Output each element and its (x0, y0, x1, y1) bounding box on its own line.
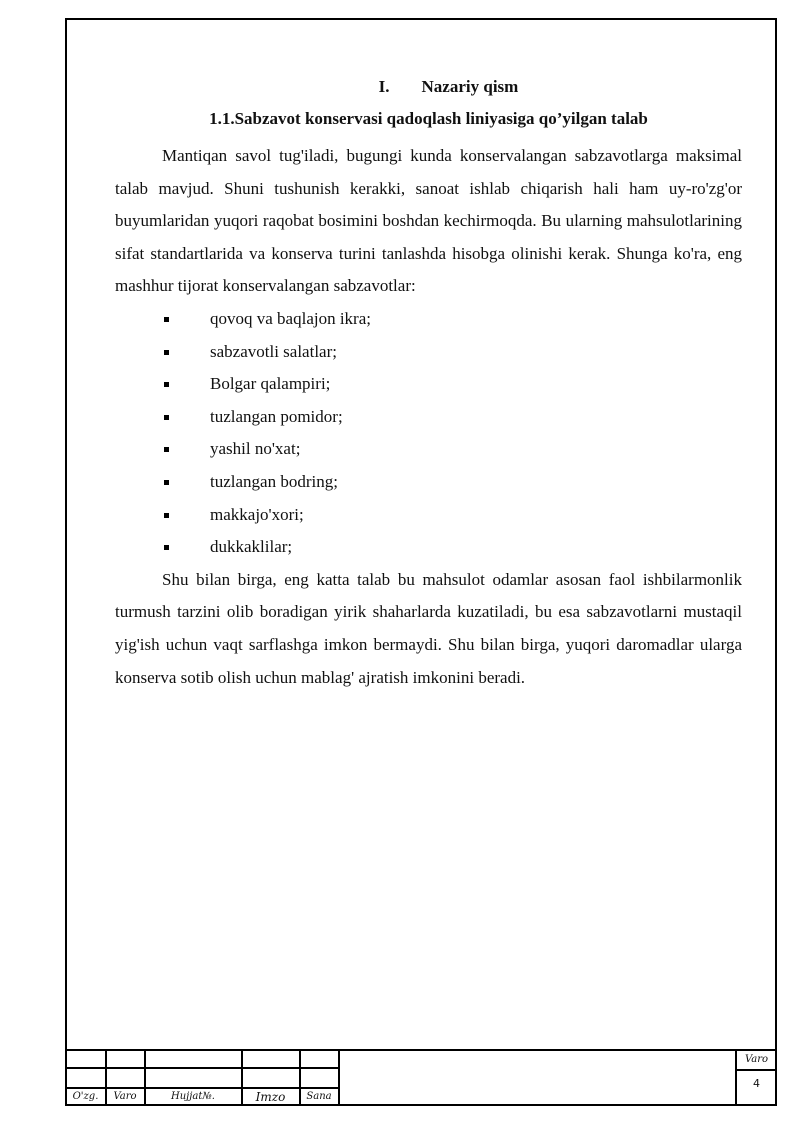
subsection-heading: 1.1.Sabzavot konservasi qadoqlash liniyasiga qo’yilgan talab (209, 109, 648, 128)
bullet-icon (164, 415, 169, 420)
bullet-icon (164, 382, 169, 387)
list-item (115, 433, 742, 466)
list-item (115, 466, 742, 499)
bullet-icon (164, 545, 169, 550)
section-title: Nazariy qism (421, 77, 519, 96)
paragraph-1: Mantiqan savol tug'iladi, bugungi kunda konservalangan sabzavotlarga maksimal talab mavjud. Shuni tushunish kerakki, sanoat ishlab chiqarish hali ham uy-ro'zg'or buyumlaridan yuqori raqobat bosimini boshdan kechirmoqda. Bu ularning mahsulotlarining sifat standartlarida va konserva turini tanlashda hisobga olinishi kerak. Shunga ko'ra, eng mashhur tijorat konservalangan sabzavotlar: (115, 146, 742, 296)
list-item-text: qovoq va baqlajon ikra; (210, 308, 371, 328)
page-number: 4 (753, 1077, 760, 1090)
document-body (115, 74, 742, 694)
list-item-text: makkajo'xori; (210, 504, 304, 524)
title-block (65, 1049, 777, 1106)
list-item (115, 499, 742, 532)
bullet-icon (164, 513, 169, 518)
title-block-divider (338, 1049, 340, 1106)
bullet-icon (164, 480, 169, 485)
section-number: I. (378, 77, 390, 96)
label-sheet-right: Varo (744, 1054, 769, 1065)
bullet-icon (164, 317, 169, 322)
list-item (115, 303, 742, 336)
list-item (115, 401, 742, 434)
title-block-divider (735, 1069, 777, 1071)
bullet-icon (164, 350, 169, 355)
section-heading (115, 74, 742, 100)
bullet-icon (164, 447, 169, 452)
label-document-number: Hujjat№. (171, 1091, 215, 1102)
list-item (115, 368, 742, 401)
list-item-text: yashil no'xat; (210, 439, 301, 459)
list-item (115, 336, 742, 369)
product-list (115, 303, 742, 564)
label-change: O'zg. (72, 1091, 99, 1102)
title-block-divider (65, 1049, 777, 1051)
list-item-text: tuzlangan bodring; (210, 471, 338, 491)
label-date: Sana (306, 1091, 332, 1102)
list-item-text: sabzavotli salatlar; (210, 341, 337, 361)
label-sheet: Varo (113, 1091, 137, 1102)
paragraph-2: Shu bilan birga, eng katta talab bu mahsulot odamlar asosan faol ishbilarmonlik turmush tarzini olib boradigan yirik shaharlarda kuzatiladi, bu esa sabzavotlarni mustaqil yig'ish uchun vaqt sarflashga imkon bermaydi. Shu bilan birga, yuqori daromadlar ularga konserva sotib olish uchun mablag' ajratish imkonini beradi. (115, 569, 742, 687)
list-item-text: tuzlangan pomidor; (210, 406, 343, 426)
list-item-text: Bolgar qalampiri; (210, 374, 331, 394)
list-item (115, 531, 742, 564)
list-item-text: dukkaklilar; (210, 537, 293, 557)
label-signature: Imzo (255, 1090, 286, 1104)
